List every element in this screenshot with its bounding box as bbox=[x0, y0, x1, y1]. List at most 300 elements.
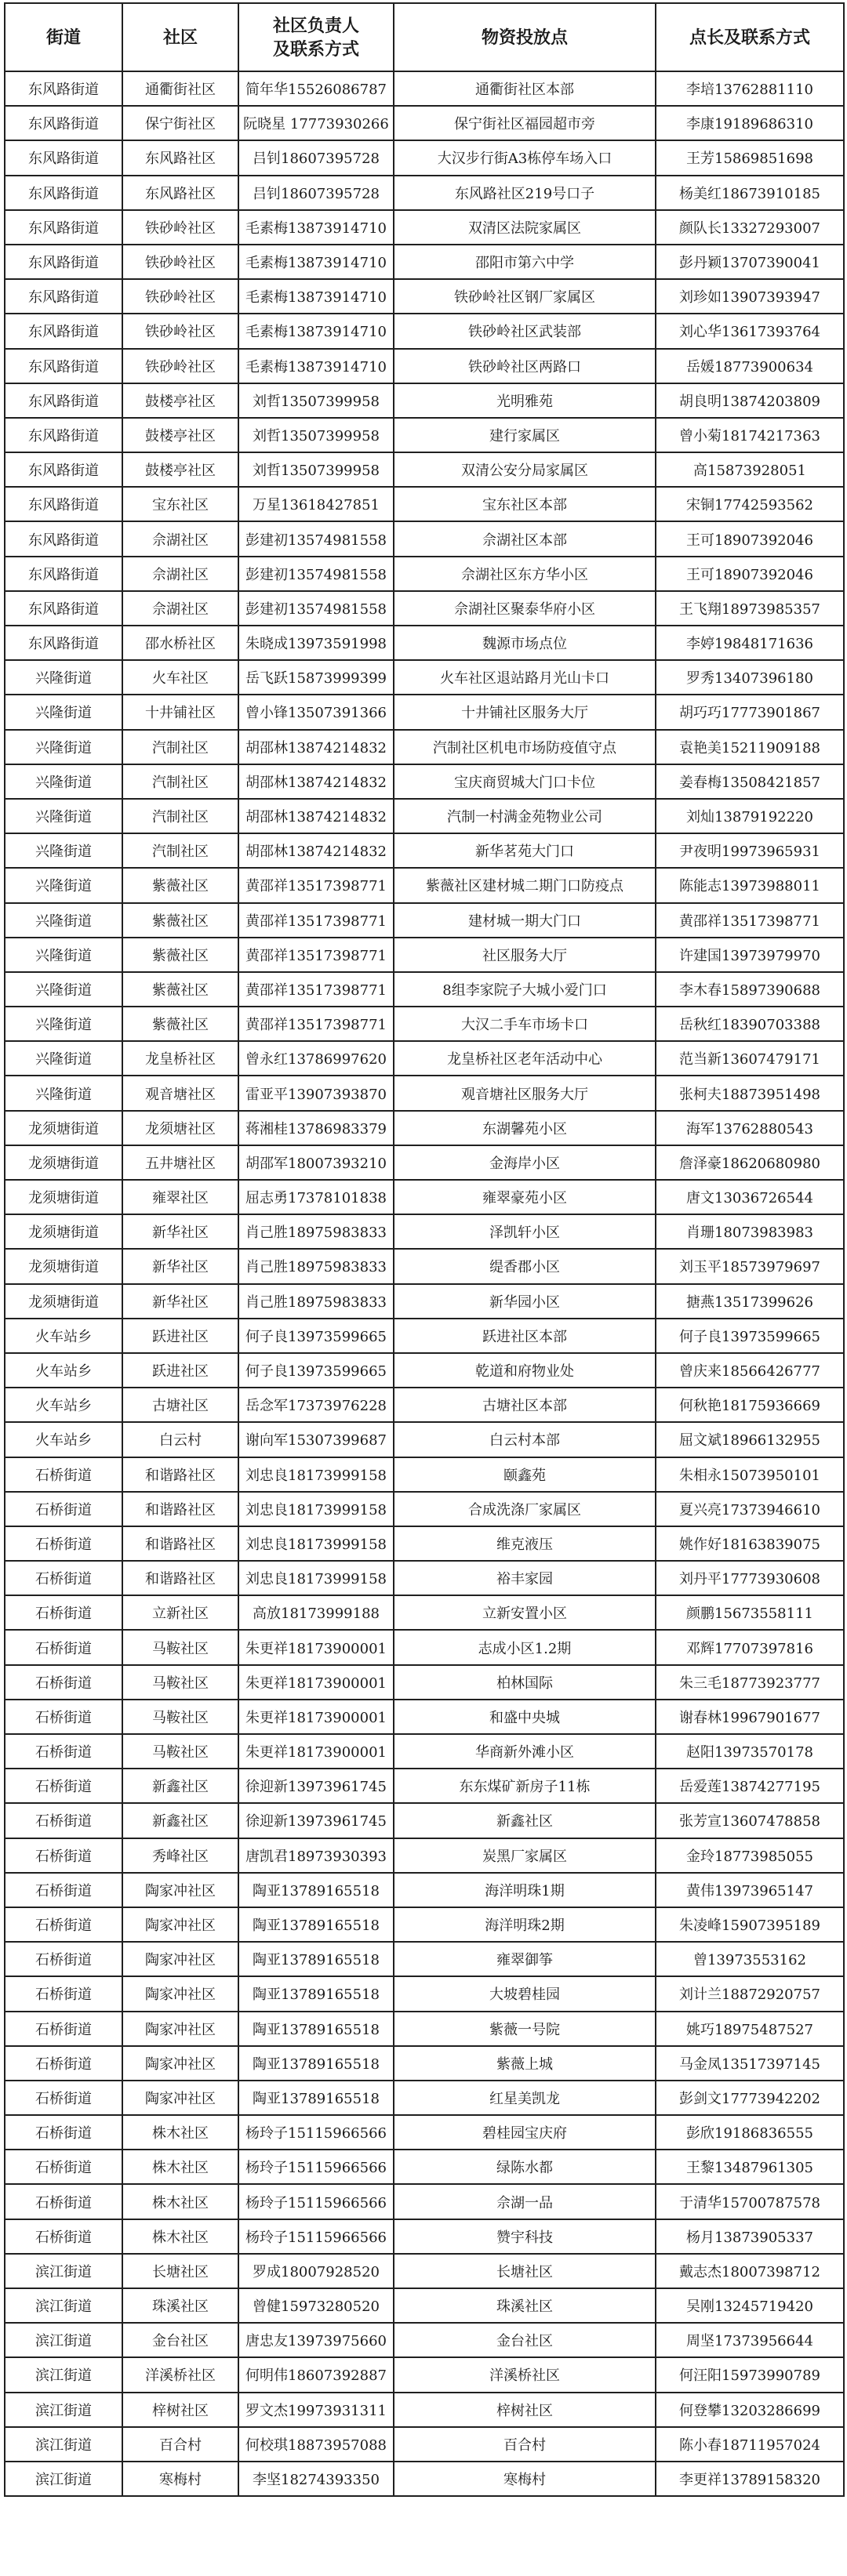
cell-supply-point: 铁砂岭社区两路口 bbox=[394, 349, 656, 383]
cell-street: 东风路街道 bbox=[5, 521, 122, 556]
cell-supply-point: 汽制社区机电市场防疫值守点 bbox=[394, 730, 656, 764]
cell-point-leader: 王飞翔18973985357 bbox=[656, 591, 844, 626]
cell-point-leader: 陈能志13973988011 bbox=[656, 868, 844, 902]
cell-supply-point: 铁砂岭社区武装部 bbox=[394, 314, 656, 348]
cell-supply-point: 白云村本部 bbox=[394, 1422, 656, 1457]
cell-street: 东风路街道 bbox=[5, 626, 122, 660]
cell-supply-point: 新华茗苑大门口 bbox=[394, 833, 656, 868]
header-street: 街道 bbox=[5, 3, 122, 71]
table-row bbox=[5, 1838, 844, 1873]
cell-community: 陶家冲社区 bbox=[122, 1907, 238, 1942]
cell-supply-point: 金海岸小区 bbox=[394, 1145, 656, 1180]
cell-supply-point: 洋溪桥社区 bbox=[394, 2357, 656, 2392]
table-row bbox=[5, 2184, 844, 2219]
cell-community-leader: 刘哲13507399958 bbox=[238, 383, 394, 418]
cell-point-leader: 岳秋红18390703388 bbox=[656, 1007, 844, 1041]
cell-community-leader: 李坚18274393350 bbox=[238, 2462, 394, 2496]
table-row bbox=[5, 2462, 844, 2496]
cell-community-leader: 毛素梅13873914710 bbox=[238, 314, 394, 348]
cell-point-leader: 刘玉平18573979697 bbox=[656, 1249, 844, 1283]
cell-point-leader: 吴刚13245719420 bbox=[656, 2288, 844, 2323]
cell-point-leader: 马金凤13517397145 bbox=[656, 2046, 844, 2081]
cell-community: 陶家冲社区 bbox=[122, 2046, 238, 2081]
table-row bbox=[5, 71, 844, 106]
cell-community-leader: 屈志勇17378101838 bbox=[238, 1180, 394, 1214]
cell-street: 东风路街道 bbox=[5, 210, 122, 245]
cell-community: 新鑫社区 bbox=[122, 1803, 238, 1838]
table-row bbox=[5, 833, 844, 868]
cell-community-leader: 何校琪18873957088 bbox=[238, 2427, 394, 2462]
cell-supply-point: 颐鑫苑 bbox=[394, 1457, 656, 1492]
cell-supply-point: 宝庆商贸城大门口卡位 bbox=[394, 764, 656, 799]
cell-point-leader: 胡巧巧17773901867 bbox=[656, 695, 844, 729]
cell-supply-point: 十井铺社区服务大厅 bbox=[394, 695, 656, 729]
cell-community: 佘湖社区 bbox=[122, 521, 238, 556]
cell-street: 龙须塘街道 bbox=[5, 1284, 122, 1319]
cell-community-leader: 陶亚13789165518 bbox=[238, 1873, 394, 1907]
table-row bbox=[5, 349, 844, 383]
cell-street: 东风路街道 bbox=[5, 383, 122, 418]
cell-street: 滨江街道 bbox=[5, 2288, 122, 2323]
cell-community: 东风路社区 bbox=[122, 140, 238, 175]
cell-point-leader: 戴志杰18007398712 bbox=[656, 2254, 844, 2288]
cell-community: 保宁街社区 bbox=[122, 106, 238, 140]
cell-community: 铁砂岭社区 bbox=[122, 349, 238, 383]
cell-supply-point: 雍翠御筝 bbox=[394, 1942, 656, 1976]
cell-community-leader: 唐忠友13973975660 bbox=[238, 2323, 394, 2357]
cell-point-leader: 曾庆来18566426777 bbox=[656, 1353, 844, 1388]
cell-community-leader: 曾健15973280520 bbox=[238, 2288, 394, 2323]
cell-supply-point: 海洋明珠2期 bbox=[394, 1907, 656, 1942]
table-row bbox=[5, 1561, 844, 1595]
cell-community: 陶家冲社区 bbox=[122, 1942, 238, 1976]
cell-point-leader: 杨月13873905337 bbox=[656, 2219, 844, 2254]
table-row bbox=[5, 1907, 844, 1942]
cell-community: 宝东社区 bbox=[122, 487, 238, 521]
cell-point-leader: 于清华15700787578 bbox=[656, 2184, 844, 2219]
cell-street: 东风路街道 bbox=[5, 279, 122, 314]
cell-street: 滨江街道 bbox=[5, 2254, 122, 2288]
cell-street: 龙须塘街道 bbox=[5, 1249, 122, 1283]
cell-community-leader: 刘忠良18173999158 bbox=[238, 1526, 394, 1561]
cell-street: 兴隆街道 bbox=[5, 972, 122, 1007]
cell-street: 兴隆街道 bbox=[5, 833, 122, 868]
cell-street: 东风路街道 bbox=[5, 176, 122, 210]
cell-supply-point: 大坡碧桂园 bbox=[394, 1976, 656, 2011]
cell-point-leader: 刘珍如13907393947 bbox=[656, 279, 844, 314]
cell-street: 兴隆街道 bbox=[5, 903, 122, 938]
cell-community-leader: 黄邵祥13517398771 bbox=[238, 868, 394, 902]
cell-point-leader: 李更祥13789158320 bbox=[656, 2462, 844, 2496]
cell-supply-point: 缇香郡小区 bbox=[394, 1249, 656, 1283]
cell-point-leader: 何子良13973599665 bbox=[656, 1319, 844, 1353]
cell-community-leader: 陶亚13789165518 bbox=[238, 1907, 394, 1942]
cell-point-leader: 曾13973553162 bbox=[656, 1942, 844, 1976]
cell-street: 滨江街道 bbox=[5, 2323, 122, 2357]
cell-supply-point: 古塘社区本部 bbox=[394, 1388, 656, 1422]
cell-point-leader: 尹夜明19973965931 bbox=[656, 833, 844, 868]
cell-street: 石桥街道 bbox=[5, 1526, 122, 1561]
table-row bbox=[5, 2081, 844, 2115]
cell-community-leader: 罗文杰19973931311 bbox=[238, 2393, 394, 2427]
table-row bbox=[5, 1873, 844, 1907]
cell-supply-point: 建材城一期大门口 bbox=[394, 903, 656, 938]
cell-community: 秀峰社区 bbox=[122, 1838, 238, 1873]
cell-supply-point: 合成洗涤厂家属区 bbox=[394, 1492, 656, 1526]
cell-street: 石桥街道 bbox=[5, 1907, 122, 1942]
cell-community-leader: 曾永红13786997620 bbox=[238, 1041, 394, 1076]
table-row bbox=[5, 2393, 844, 2427]
cell-community-leader: 杨玲子15115966566 bbox=[238, 2150, 394, 2184]
cell-community: 百合村 bbox=[122, 2427, 238, 2462]
cell-community-leader: 曾小锋13507391366 bbox=[238, 695, 394, 729]
cell-community-leader: 何明伟18607392887 bbox=[238, 2357, 394, 2392]
cell-community: 汽制社区 bbox=[122, 730, 238, 764]
table-body bbox=[5, 71, 844, 2496]
cell-point-leader: 何汪阳15973990789 bbox=[656, 2357, 844, 2392]
table-row bbox=[5, 1630, 844, 1664]
cell-street: 石桥街道 bbox=[5, 2150, 122, 2184]
cell-community: 珠溪社区 bbox=[122, 2288, 238, 2323]
cell-community-leader: 杨玲子15115966566 bbox=[238, 2115, 394, 2150]
cell-community: 鼓楼亭社区 bbox=[122, 452, 238, 487]
table-row bbox=[5, 1457, 844, 1492]
table-row bbox=[5, 972, 844, 1007]
table-row bbox=[5, 2115, 844, 2150]
cell-supply-point: 雍翠豪苑小区 bbox=[394, 1180, 656, 1214]
cell-street: 石桥街道 bbox=[5, 1942, 122, 1976]
cell-community: 火车社区 bbox=[122, 660, 238, 695]
cell-community-leader: 黄邵祥13517398771 bbox=[238, 903, 394, 938]
table-row bbox=[5, 1700, 844, 1734]
cell-point-leader: 邓辉17707397816 bbox=[656, 1630, 844, 1664]
table-row bbox=[5, 1214, 844, 1249]
cell-supply-point: 长塘社区 bbox=[394, 2254, 656, 2288]
cell-supply-point: 紫薇上城 bbox=[394, 2046, 656, 2081]
cell-supply-point: 观音塘社区服务大厅 bbox=[394, 1076, 656, 1110]
cell-community-leader: 杨玲子15115966566 bbox=[238, 2184, 394, 2219]
cell-point-leader: 许建国13973979970 bbox=[656, 938, 844, 972]
cell-community: 株木社区 bbox=[122, 2150, 238, 2184]
cell-community: 紫薇社区 bbox=[122, 938, 238, 972]
cell-supply-point: 社区服务大厅 bbox=[394, 938, 656, 972]
cell-point-leader: 姚作好18163839075 bbox=[656, 1526, 844, 1561]
cell-supply-point: 佘湖社区聚泰华府小区 bbox=[394, 591, 656, 626]
cell-point-leader: 周坚17373956644 bbox=[656, 2323, 844, 2357]
table-row bbox=[5, 2012, 844, 2046]
cell-community: 新鑫社区 bbox=[122, 1769, 238, 1803]
cell-street: 兴隆街道 bbox=[5, 730, 122, 764]
cell-street: 兴隆街道 bbox=[5, 799, 122, 833]
cell-point-leader: 岳爱莲13874277195 bbox=[656, 1769, 844, 1803]
cell-point-leader: 刘心华13617393764 bbox=[656, 314, 844, 348]
cell-street: 兴隆街道 bbox=[5, 1076, 122, 1110]
cell-community: 紫薇社区 bbox=[122, 868, 238, 902]
cell-point-leader: 王可18907392046 bbox=[656, 557, 844, 591]
cell-community: 古塘社区 bbox=[122, 1388, 238, 1422]
cell-supply-point: 东风路社区219号口子 bbox=[394, 176, 656, 210]
cell-community-leader: 罗成18007928520 bbox=[238, 2254, 394, 2288]
cell-community: 观音塘社区 bbox=[122, 1076, 238, 1110]
cell-street: 石桥街道 bbox=[5, 1873, 122, 1907]
table-row bbox=[5, 799, 844, 833]
cell-point-leader: 张芳宣13607478858 bbox=[656, 1803, 844, 1838]
table-row bbox=[5, 1319, 844, 1353]
cell-community-leader: 陶亚13789165518 bbox=[238, 2046, 394, 2081]
cell-community: 跃进社区 bbox=[122, 1353, 238, 1388]
cell-supply-point: 通衢街社区本部 bbox=[394, 71, 656, 106]
cell-street: 火车站乡 bbox=[5, 1422, 122, 1457]
cell-street: 石桥街道 bbox=[5, 1630, 122, 1664]
cell-community: 陶家冲社区 bbox=[122, 1873, 238, 1907]
cell-supply-point: 铁砂岭社区钢厂家属区 bbox=[394, 279, 656, 314]
cell-street: 东风路街道 bbox=[5, 591, 122, 626]
cell-point-leader: 高15873928051 bbox=[656, 452, 844, 487]
cell-supply-point: 紫薇一号院 bbox=[394, 2012, 656, 2046]
cell-community-leader: 谢向军15307399687 bbox=[238, 1422, 394, 1457]
table-row bbox=[5, 1388, 844, 1422]
cell-supply-point: 红星美凯龙 bbox=[394, 2081, 656, 2115]
table-row bbox=[5, 1734, 844, 1769]
cell-community-leader: 肖己胜18975983833 bbox=[238, 1284, 394, 1319]
cell-point-leader: 李培13762881110 bbox=[656, 71, 844, 106]
cell-supply-point: 新鑫社区 bbox=[394, 1803, 656, 1838]
cell-community-leader: 蒋湘桂13786983379 bbox=[238, 1111, 394, 1145]
cell-point-leader: 王黎13487961305 bbox=[656, 2150, 844, 2184]
cell-supply-point: 龙皇桥社区老年活动中心 bbox=[394, 1041, 656, 1076]
cell-community: 株木社区 bbox=[122, 2184, 238, 2219]
cell-point-leader: 刘灿13879192220 bbox=[656, 799, 844, 833]
cell-community-leader: 唐凯君18973930393 bbox=[238, 1838, 394, 1873]
cell-supply-point: 泽凯轩小区 bbox=[394, 1214, 656, 1249]
cell-community-leader: 黄邵祥13517398771 bbox=[238, 972, 394, 1007]
table-row bbox=[5, 140, 844, 175]
cell-street: 东风路街道 bbox=[5, 314, 122, 348]
cell-street: 石桥街道 bbox=[5, 1561, 122, 1595]
cell-street: 东风路街道 bbox=[5, 557, 122, 591]
cell-community: 新华社区 bbox=[122, 1249, 238, 1283]
cell-street: 东风路街道 bbox=[5, 71, 122, 106]
cell-community-leader: 杨玲子15115966566 bbox=[238, 2219, 394, 2254]
table-row bbox=[5, 1976, 844, 2011]
cell-community: 紫薇社区 bbox=[122, 1007, 238, 1041]
cell-community: 和谐路社区 bbox=[122, 1526, 238, 1561]
header-supply-point: 物资投放点 bbox=[394, 3, 656, 71]
cell-point-leader: 李木春15897390688 bbox=[656, 972, 844, 1007]
cell-street: 龙须塘街道 bbox=[5, 1111, 122, 1145]
table-row bbox=[5, 1007, 844, 1041]
table-row bbox=[5, 730, 844, 764]
table-row bbox=[5, 245, 844, 279]
cell-community: 汽制社区 bbox=[122, 764, 238, 799]
cell-point-leader: 夏兴亮17373946610 bbox=[656, 1492, 844, 1526]
table-row bbox=[5, 1942, 844, 1976]
cell-supply-point: 宝东社区本部 bbox=[394, 487, 656, 521]
cell-community-leader: 朱更祥18173900001 bbox=[238, 1734, 394, 1769]
cell-community: 陶家冲社区 bbox=[122, 1976, 238, 2011]
cell-point-leader: 谢春林19967901677 bbox=[656, 1700, 844, 1734]
cell-point-leader: 詹泽豪18620680980 bbox=[656, 1145, 844, 1180]
cell-community-leader: 彭建初13574981558 bbox=[238, 591, 394, 626]
cell-point-leader: 王芳15869851698 bbox=[656, 140, 844, 175]
cell-community-leader: 毛素梅13873914710 bbox=[238, 210, 394, 245]
cell-community-leader: 刘忠良18173999158 bbox=[238, 1492, 394, 1526]
cell-community: 东风路社区 bbox=[122, 176, 238, 210]
cell-community: 汽制社区 bbox=[122, 833, 238, 868]
cell-supply-point: 东湖馨苑小区 bbox=[394, 1111, 656, 1145]
cell-community-leader: 刘忠良18173999158 bbox=[238, 1457, 394, 1492]
cell-community: 寒梅村 bbox=[122, 2462, 238, 2496]
cell-street: 石桥街道 bbox=[5, 1665, 122, 1700]
cell-community-leader: 朱更祥18173900001 bbox=[238, 1665, 394, 1700]
table-row bbox=[5, 487, 844, 521]
cell-point-leader: 袁艳美15211909188 bbox=[656, 730, 844, 764]
cell-street: 东风路街道 bbox=[5, 418, 122, 452]
cell-supply-point: 东东煤矿新房子11栋 bbox=[394, 1769, 656, 1803]
cell-street: 石桥街道 bbox=[5, 2115, 122, 2150]
cell-community: 五井塘社区 bbox=[122, 1145, 238, 1180]
cell-point-leader: 朱相永15073950101 bbox=[656, 1457, 844, 1492]
cell-street: 石桥街道 bbox=[5, 1976, 122, 2011]
cell-community-leader: 陶亚13789165518 bbox=[238, 2081, 394, 2115]
table-row bbox=[5, 418, 844, 452]
cell-community-leader: 岳飞跃15873999399 bbox=[238, 660, 394, 695]
cell-community: 紫薇社区 bbox=[122, 972, 238, 1007]
cell-street: 龙须塘街道 bbox=[5, 1214, 122, 1249]
cell-community: 龙须塘社区 bbox=[122, 1111, 238, 1145]
cell-community-leader: 朱晓成13973591998 bbox=[238, 626, 394, 660]
cell-supply-point: 大汉步行街A3栋停车场入口 bbox=[394, 140, 656, 175]
table-row bbox=[5, 1526, 844, 1561]
cell-point-leader: 李康19189686310 bbox=[656, 106, 844, 140]
cell-community-leader: 岳念军17373976228 bbox=[238, 1388, 394, 1422]
cell-point-leader: 姜春梅13508421857 bbox=[656, 764, 844, 799]
cell-point-leader: 唐文13036726544 bbox=[656, 1180, 844, 1214]
cell-point-leader: 海军13762880543 bbox=[656, 1111, 844, 1145]
cell-point-leader: 何秋艳18175936669 bbox=[656, 1388, 844, 1422]
cell-street: 火车站乡 bbox=[5, 1388, 122, 1422]
cell-supply-point: 火车社区退站路月光山卡口 bbox=[394, 660, 656, 695]
cell-community-leader: 雷亚平13907393870 bbox=[238, 1076, 394, 1110]
cell-street: 石桥街道 bbox=[5, 2012, 122, 2046]
cell-street: 东风路街道 bbox=[5, 349, 122, 383]
cell-point-leader: 屈文斌18966132955 bbox=[656, 1422, 844, 1457]
cell-community: 紫薇社区 bbox=[122, 903, 238, 938]
table-row bbox=[5, 938, 844, 972]
cell-community-leader: 胡邵林13874214832 bbox=[238, 799, 394, 833]
cell-point-leader: 肖珊18073983983 bbox=[656, 1214, 844, 1249]
table-row bbox=[5, 1111, 844, 1145]
cell-point-leader: 王可18907392046 bbox=[656, 521, 844, 556]
cell-point-leader: 张柯夫18873951498 bbox=[656, 1076, 844, 1110]
cell-supply-point: 乾道和府物业处 bbox=[394, 1353, 656, 1388]
cell-community: 马鞍社区 bbox=[122, 1665, 238, 1700]
cell-community-leader: 何子良13973599665 bbox=[238, 1319, 394, 1353]
cell-street: 东风路街道 bbox=[5, 487, 122, 521]
cell-point-leader: 罗秀13407396180 bbox=[656, 660, 844, 695]
cell-street: 滨江街道 bbox=[5, 2427, 122, 2462]
cell-point-leader: 赵阳13973570178 bbox=[656, 1734, 844, 1769]
table-row bbox=[5, 279, 844, 314]
cell-street: 石桥街道 bbox=[5, 2046, 122, 2081]
cell-point-leader: 曾小菊18174217363 bbox=[656, 418, 844, 452]
cell-supply-point: 寒梅村 bbox=[394, 2462, 656, 2496]
cell-street: 兴隆街道 bbox=[5, 1007, 122, 1041]
table-row bbox=[5, 2046, 844, 2081]
cell-community: 鼓楼亭社区 bbox=[122, 383, 238, 418]
cell-supply-point: 百合村 bbox=[394, 2427, 656, 2462]
table-row bbox=[5, 2254, 844, 2288]
cell-community-leader: 黄邵祥13517398771 bbox=[238, 938, 394, 972]
cell-supply-point: 8组李家院子大城小爱门口 bbox=[394, 972, 656, 1007]
cell-supply-point: 跃进社区本部 bbox=[394, 1319, 656, 1353]
cell-community-leader: 毛素梅13873914710 bbox=[238, 279, 394, 314]
cell-community-leader: 胡邵林13874214832 bbox=[238, 730, 394, 764]
table-row bbox=[5, 1422, 844, 1457]
table-row bbox=[5, 903, 844, 938]
cell-street: 石桥街道 bbox=[5, 1595, 122, 1630]
cell-point-leader: 杨美红18673910185 bbox=[656, 176, 844, 210]
cell-community: 陶家冲社区 bbox=[122, 2081, 238, 2115]
cell-community: 通衢街社区 bbox=[122, 71, 238, 106]
cell-community: 汽制社区 bbox=[122, 799, 238, 833]
cell-community: 新华社区 bbox=[122, 1284, 238, 1319]
cell-community-leader: 徐迎新13973961745 bbox=[238, 1803, 394, 1838]
distribution-table bbox=[4, 2, 845, 2497]
table-row bbox=[5, 210, 844, 245]
cell-supply-point: 炭黑厂家属区 bbox=[394, 1838, 656, 1873]
cell-supply-point: 金台社区 bbox=[394, 2323, 656, 2357]
cell-community: 立新社区 bbox=[122, 1595, 238, 1630]
cell-community-leader: 简年华15526086787 bbox=[238, 71, 394, 106]
cell-supply-point: 珠溪社区 bbox=[394, 2288, 656, 2323]
table-row bbox=[5, 106, 844, 140]
cell-community: 马鞍社区 bbox=[122, 1630, 238, 1664]
cell-street: 兴隆街道 bbox=[5, 660, 122, 695]
cell-community-leader: 万星13618427851 bbox=[238, 487, 394, 521]
cell-street: 火车站乡 bbox=[5, 1319, 122, 1353]
cell-supply-point: 双清公安分局家属区 bbox=[394, 452, 656, 487]
cell-community: 长塘社区 bbox=[122, 2254, 238, 2288]
cell-point-leader: 刘丹平17773930608 bbox=[656, 1561, 844, 1595]
cell-community-leader: 毛素梅13873914710 bbox=[238, 245, 394, 279]
table-row bbox=[5, 176, 844, 210]
table-row bbox=[5, 521, 844, 556]
table-row bbox=[5, 1353, 844, 1388]
cell-community-leader: 刘哲13507399958 bbox=[238, 418, 394, 452]
cell-supply-point: 魏源市场点位 bbox=[394, 626, 656, 660]
cell-supply-point: 邵阳市第六中学 bbox=[394, 245, 656, 279]
cell-supply-point: 大汉二手车市场卡口 bbox=[394, 1007, 656, 1041]
cell-supply-point: 志成小区1.2期 bbox=[394, 1630, 656, 1664]
cell-community: 佘湖社区 bbox=[122, 591, 238, 626]
cell-community-leader: 胡邵林13874214832 bbox=[238, 764, 394, 799]
cell-community-leader: 陶亚13789165518 bbox=[238, 1976, 394, 2011]
cell-community: 马鞍社区 bbox=[122, 1734, 238, 1769]
table-row bbox=[5, 2427, 844, 2462]
cell-point-leader: 黄伟13973965147 bbox=[656, 1873, 844, 1907]
cell-community-leader: 朱更祥18173900001 bbox=[238, 1700, 394, 1734]
table-row bbox=[5, 2323, 844, 2357]
cell-community-leader: 陶亚13789165518 bbox=[238, 2012, 394, 2046]
cell-community-leader: 肖己胜18975983833 bbox=[238, 1249, 394, 1283]
cell-point-leader: 黄邵祥13517398771 bbox=[656, 903, 844, 938]
table-row bbox=[5, 695, 844, 729]
cell-point-leader: 搪燕13517399626 bbox=[656, 1284, 844, 1319]
cell-community: 梓树社区 bbox=[122, 2393, 238, 2427]
table-row bbox=[5, 452, 844, 487]
cell-community: 洋溪桥社区 bbox=[122, 2357, 238, 2392]
